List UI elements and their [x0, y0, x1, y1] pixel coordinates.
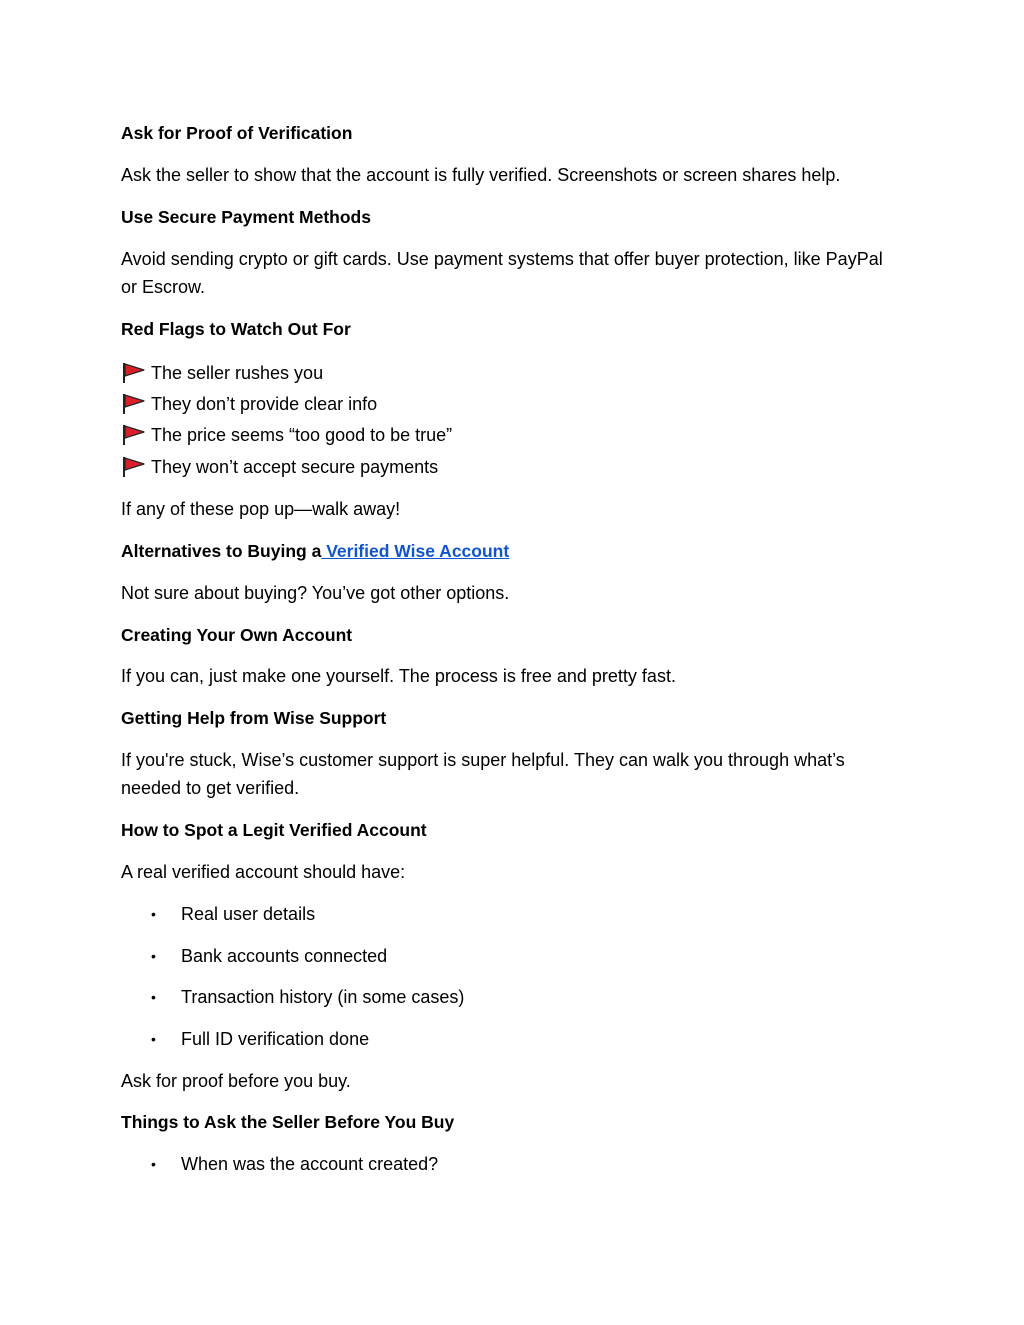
red-flag-icon	[121, 362, 147, 384]
spot-text: A real verified account should have:	[121, 862, 406, 882]
alternatives-heading-text: Alternatives to Buying a	[121, 541, 322, 561]
ask-proof-text: Ask for proof before you buy.	[121, 1071, 351, 1091]
red-flag-icon	[121, 424, 147, 446]
bullet-icon: •	[151, 1156, 156, 1172]
spot-heading: How to Spot a Legit Verified Account	[121, 820, 427, 840]
red-flag-item	[121, 456, 438, 478]
own-account-heading: Creating Your Own Account	[121, 625, 353, 645]
support-text-line-1: If you're stuck, Wise’s customer support is super helpful. They can walk you through what’s	[121, 750, 845, 770]
list-item-text: Bank accounts connected	[181, 946, 388, 966]
support-text-line-2: needed to get verified.	[121, 778, 300, 798]
red-flag-text: The price seems “too good to be true”	[151, 424, 453, 445]
red-flag-text: They won’t accept secure payments	[151, 456, 439, 477]
list-item-text: When was the account created?	[181, 1154, 439, 1174]
bullet-icon: •	[151, 948, 156, 964]
proof-heading: Ask for Proof of Verification	[121, 123, 353, 143]
red-flag-text: The seller rushes you	[151, 362, 324, 383]
verified-wise-account-link[interactable]: Verified Wise Account	[321, 541, 510, 561]
bullet-icon: •	[151, 1031, 156, 1047]
red-flag-item	[121, 393, 377, 415]
own-account-text: If you can, just make one yourself. The process is free and pretty fast.	[121, 666, 676, 686]
payment-text-line-2: or Escrow.	[121, 277, 206, 297]
alternatives-heading	[121, 540, 509, 562]
red-flag-icon	[121, 456, 147, 478]
list-item-text: Full ID verification done	[181, 1029, 370, 1049]
alternatives-text: Not sure about buying? You’ve got other options.	[121, 583, 510, 603]
redflags-heading: Red Flags to Watch Out For	[121, 319, 351, 339]
list-item-text: Real user details	[181, 904, 316, 924]
walk-away-text: If any of these pop up—walk away!	[121, 499, 401, 519]
red-flag-item	[121, 362, 323, 384]
payment-heading: Use Secure Payment Methods	[121, 207, 371, 227]
red-flag-text: They don’t provide clear info	[151, 393, 378, 414]
red-flag-item	[121, 424, 452, 446]
red-flag-icon	[121, 393, 147, 415]
things-heading: Things to Ask the Seller Before You Buy	[121, 1112, 455, 1132]
support-heading: Getting Help from Wise Support	[121, 708, 387, 728]
bullet-icon: •	[151, 906, 156, 922]
proof-text: Ask the seller to show that the account is fully verified. Screenshots or screen shares help.	[121, 165, 841, 185]
list-item-text: Transaction history (in some cases)	[181, 987, 465, 1007]
payment-text-line-1: Avoid sending crypto or gift cards. Use payment systems that offer buyer protection, like PayPal	[121, 249, 883, 269]
bullet-icon: •	[151, 989, 156, 1005]
